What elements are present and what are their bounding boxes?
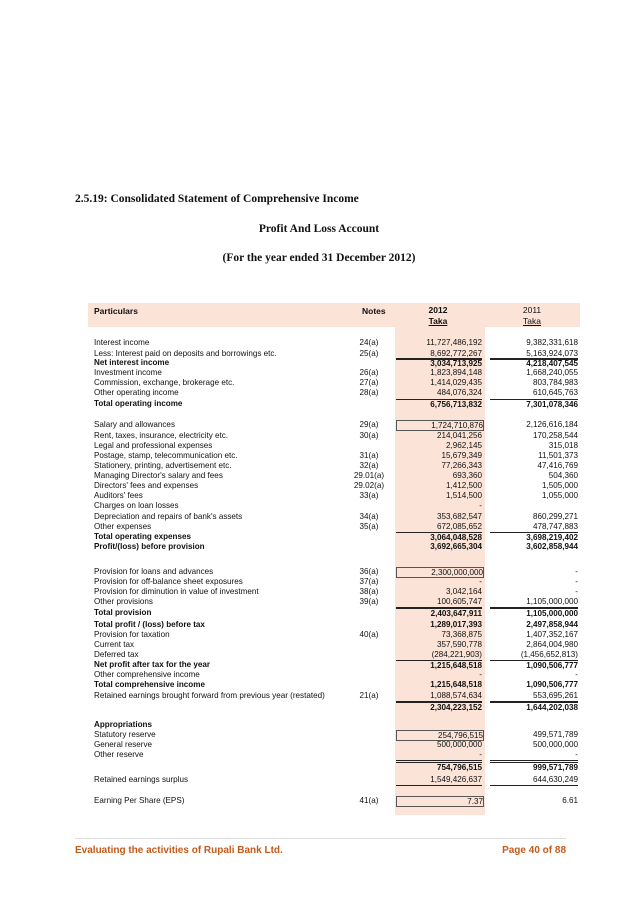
row-label: Total operating income (94, 399, 183, 408)
row-value-2011: 1,644,202,038 (490, 702, 578, 713)
row-value-2012: 3,034,713,925 (396, 358, 482, 369)
table-row (94, 762, 578, 772)
row-note: 29(a) (359, 420, 379, 429)
row-label: Current tax (94, 640, 135, 649)
row-value-2012: 693,360 (452, 471, 482, 480)
row-note: 24(a) (359, 338, 379, 347)
row-label: Auditors' fees (94, 491, 143, 500)
table-row (94, 680, 578, 690)
row-value-2011: 478,747,883 (490, 522, 578, 533)
row-value-2011: 47,416,769 (537, 461, 578, 470)
row-value-2012: 1,215,648,518 (396, 660, 482, 671)
row-value-2011: 553,695,261 (490, 691, 578, 702)
row-label: Stationery, printing, advertisement etc. (94, 461, 232, 470)
table-row (94, 660, 578, 670)
table-row (94, 388, 578, 398)
table-row (94, 775, 578, 785)
row-label: Retained earnings surplus (94, 775, 189, 784)
row-label: Provision for off-balance sheet exposures (94, 577, 243, 586)
row-label: Provision for loans and advances (94, 567, 214, 576)
row-note: 32(a) (359, 461, 379, 470)
row-label: Net interest income (94, 358, 170, 367)
row-value-2011: 644,630,249 (490, 775, 578, 786)
row-value-2012: - (479, 670, 482, 679)
row-label: Total provision (94, 608, 152, 617)
row-note: 21(a) (359, 691, 379, 700)
footer-title: Evaluating the activities of Rupali Bank Ltd. (75, 845, 283, 856)
row-value-2012: 2,403,647,911 (396, 608, 482, 619)
table-row (94, 640, 578, 650)
table-row (94, 431, 578, 441)
row-value-2012: 500,000,000 (436, 740, 482, 749)
table-row (94, 608, 578, 618)
row-note: 40(a) (359, 630, 379, 639)
row-value-2011: 2,864,004,980 (526, 640, 578, 649)
row-label: Provision for taxation (94, 630, 170, 639)
row-value-2011: - (490, 750, 578, 761)
row-label: Depreciation and repairs of bank's assets (94, 512, 243, 521)
row-value-2012: 254,796,515 (396, 730, 484, 741)
row-value-2011: 2,497,858,944 (526, 620, 578, 629)
table-row (94, 542, 578, 552)
row-value-2012: 353,682,547 (436, 512, 482, 521)
table-row (94, 501, 578, 511)
row-label: Net profit after tax for the year (94, 660, 211, 669)
table-row (94, 512, 578, 522)
row-value-2011: 1,407,352,167 (526, 630, 578, 639)
row-value-2011: 1,105,000,000 (490, 597, 578, 608)
table-row (94, 670, 578, 680)
row-value-2012: (284,221,903) (431, 650, 482, 659)
row-label: Less: Interest paid on deposits and borrowings etc. (94, 349, 277, 358)
row-label: Other reserve (94, 750, 144, 759)
table-row (94, 650, 578, 660)
row-note: 37(a) (359, 577, 379, 586)
row-value-2011: - (575, 670, 578, 679)
row-note: 25(a) (359, 349, 379, 358)
row-value-2011: 11,501,373 (538, 451, 578, 460)
row-label: Deferred tax (94, 650, 139, 659)
row-value-2011: 9,382,331,618 (526, 338, 578, 347)
table-row (94, 491, 578, 501)
row-value-2012: 2,300,000,000 (396, 567, 484, 578)
row-value-2012: 11,727,486,192 (426, 338, 482, 347)
row-value-2011: 860,299,271 (532, 512, 578, 521)
table-row (94, 399, 578, 409)
header-particulars: Particulars (94, 306, 138, 316)
row-value-2012: 3,692,665,304 (430, 542, 482, 551)
row-label: Rent, taxes, insurance, electricity etc. (94, 431, 229, 440)
row-value-2012: 3,042,164 (445, 587, 482, 596)
header-2011: 2011 (522, 305, 542, 315)
row-value-2011: 803,784,983 (532, 378, 578, 387)
row-value-2011: - (575, 577, 578, 586)
row-value-2011: 7,301,078,346 (490, 399, 578, 410)
header-2012: 2012 (428, 305, 448, 315)
row-note: 29.01(a) (353, 471, 385, 480)
table-row (94, 587, 578, 597)
row-note: 35(a) (359, 522, 379, 531)
table-row (94, 702, 578, 712)
row-value-2012: - (479, 577, 482, 586)
row-label: Appropriations (94, 720, 153, 729)
row-value-2011: 500,000,000 (532, 740, 578, 749)
footer-divider (75, 838, 566, 839)
row-label: Retained earnings brought forward from previous year (restated) (94, 691, 325, 700)
row-label: Other expenses (94, 522, 152, 531)
row-note: 34(a) (359, 512, 379, 521)
row-value-2012: 6,756,713,832 (396, 399, 482, 410)
table-row (94, 378, 578, 388)
row-label: Total operating expenses (94, 532, 191, 541)
row-value-2011: 1,090,506,777 (490, 660, 578, 671)
table-row (94, 461, 578, 471)
row-value-2012: 2,962,145 (445, 441, 482, 450)
row-value-2011: 499,571,789 (532, 730, 578, 739)
table-row (94, 441, 578, 451)
table-row (94, 368, 578, 378)
row-value-2012: 1,823,894,148 (430, 368, 482, 377)
row-value-2011: 1,668,240,055 (526, 368, 578, 377)
row-value-2012: 357,590,778 (436, 640, 482, 649)
table-row (94, 567, 578, 577)
table-row (94, 630, 578, 640)
row-note: 33(a) (359, 491, 379, 500)
row-value-2012: 1,215,648,518 (430, 680, 482, 689)
row-note: 30(a) (359, 431, 379, 440)
row-value-2012: 1,414,029,435 (430, 378, 482, 387)
table-row (94, 620, 578, 630)
row-value-2012: 1,549,426,637 (396, 775, 482, 786)
table-row (94, 451, 578, 461)
table-row (94, 730, 578, 740)
row-note: 39(a) (359, 597, 379, 606)
table-row (94, 740, 578, 750)
row-label: Postage, stamp, telecommunication etc. (94, 451, 238, 460)
row-note: 36(a) (359, 567, 379, 576)
row-value-2012: 1,724,710,876 (396, 420, 484, 431)
row-value-2012: 484,076,324 (436, 388, 482, 397)
row-note: 31(a) (359, 451, 379, 460)
row-label: General reserve (94, 740, 153, 749)
row-label: Interest income (94, 338, 150, 347)
row-label: Earning Per Share (EPS) (94, 796, 185, 805)
row-value-2012: 754,796,515 (396, 762, 482, 773)
row-value-2012: 1,289,017,393 (430, 620, 482, 629)
row-value-2011: 504,360 (548, 471, 578, 480)
row-value-2011: 170,258,544 (532, 431, 578, 440)
row-note: 26(a) (359, 368, 379, 377)
row-label: Commission, exchange, brokerage etc. (94, 378, 235, 387)
table-row (94, 420, 578, 430)
row-label: Profit/(loss) before provision (94, 542, 205, 551)
row-value-2011: 4,218,407,545 (490, 358, 578, 369)
row-label: Legal and professional expenses (94, 441, 213, 450)
table-row (94, 532, 578, 542)
row-value-2011: 2,126,616,184 (526, 420, 578, 429)
row-value-2012: 1,514,500 (445, 491, 482, 500)
row-label: Other provisions (94, 597, 153, 606)
row-label: Investment income (94, 368, 162, 377)
row-label: Provision for diminution in value of investment (94, 587, 259, 596)
row-value-2012: - (396, 750, 482, 761)
row-note: 27(a) (359, 378, 379, 387)
row-label: Charges on loan losses (94, 501, 179, 510)
header-2012-unit: Taka (428, 316, 448, 326)
row-label: Salary and allowances (94, 420, 175, 429)
table-row (94, 481, 578, 491)
row-note: 41(a) (359, 796, 379, 805)
row-label: Other operating income (94, 388, 179, 397)
row-value-2011: - (575, 567, 578, 576)
row-value-2012: 73,368,875 (441, 630, 482, 639)
table-row (94, 720, 578, 730)
row-value-2012: 100,605,747 (396, 597, 482, 608)
row-label: Managing Director's salary and fees (94, 471, 223, 480)
row-value-2012: 1,412,500 (445, 481, 482, 490)
row-value-2012: 7.37 (396, 796, 484, 807)
table-row (94, 358, 578, 368)
page-number: Page 40 of 88 (502, 845, 566, 856)
row-value-2012: 2,304,223,152 (396, 702, 482, 713)
row-value-2012: 672,085,652 (396, 522, 482, 533)
table-row (94, 691, 578, 701)
row-value-2011: 6.61 (562, 796, 578, 805)
row-label: Total profit / (loss) before tax (94, 620, 205, 629)
row-value-2011: 5,163,924,073 (490, 349, 578, 360)
row-value-2011: 610,645,763 (532, 388, 578, 397)
row-value-2012: 1,088,574,634 (396, 691, 482, 702)
section-title: 2.5.19: Consolidated Statement of Comprehensive Income (75, 193, 359, 205)
row-value-2011: 3,698,219,402 (490, 532, 578, 543)
table-row (94, 338, 578, 348)
table-row (94, 522, 578, 532)
row-value-2012: 3,064,048,528 (396, 532, 482, 543)
row-value-2011: 999,571,789 (490, 762, 578, 773)
row-value-2012: 77,266,343 (441, 461, 482, 470)
row-note: 38(a) (359, 587, 379, 596)
row-note: 28(a) (359, 388, 379, 397)
row-value-2012: 214,041,256 (436, 431, 482, 440)
row-value-2011: 1,055,000 (541, 491, 578, 500)
period-label: (For the year ended 31 December 2012) (222, 252, 416, 264)
table-row (94, 750, 578, 760)
header-notes: Notes (362, 306, 386, 316)
row-value-2012: 15,679,349 (441, 451, 482, 460)
row-note: 29.02(a) (353, 481, 385, 490)
row-value-2012: 8,692,772,267 (396, 349, 482, 360)
table-row (94, 796, 578, 806)
row-label: Total comprehensive income (94, 680, 205, 689)
header-2011-unit: Taka (523, 316, 541, 326)
row-value-2011: 1,105,000,000 (490, 608, 578, 619)
row-value-2011: 1,090,506,777 (526, 680, 578, 689)
table-row (94, 597, 578, 607)
row-value-2011: 1,505,000 (541, 481, 578, 490)
table-row (94, 471, 578, 481)
row-value-2012: - (479, 501, 482, 510)
row-value-2011: (1,456,652,813) (520, 650, 578, 659)
row-value-2011: - (575, 587, 578, 596)
row-value-2011: 3,602,858,944 (526, 542, 578, 551)
table-row (94, 577, 578, 587)
row-label: Directors' fees and expenses (94, 481, 199, 490)
row-value-2011: 315,018 (548, 441, 578, 450)
row-label: Other comprehensive income (94, 670, 200, 679)
row-label: Statutory reserve (94, 730, 156, 739)
statement-title: Profit And Loss Account (258, 223, 380, 235)
